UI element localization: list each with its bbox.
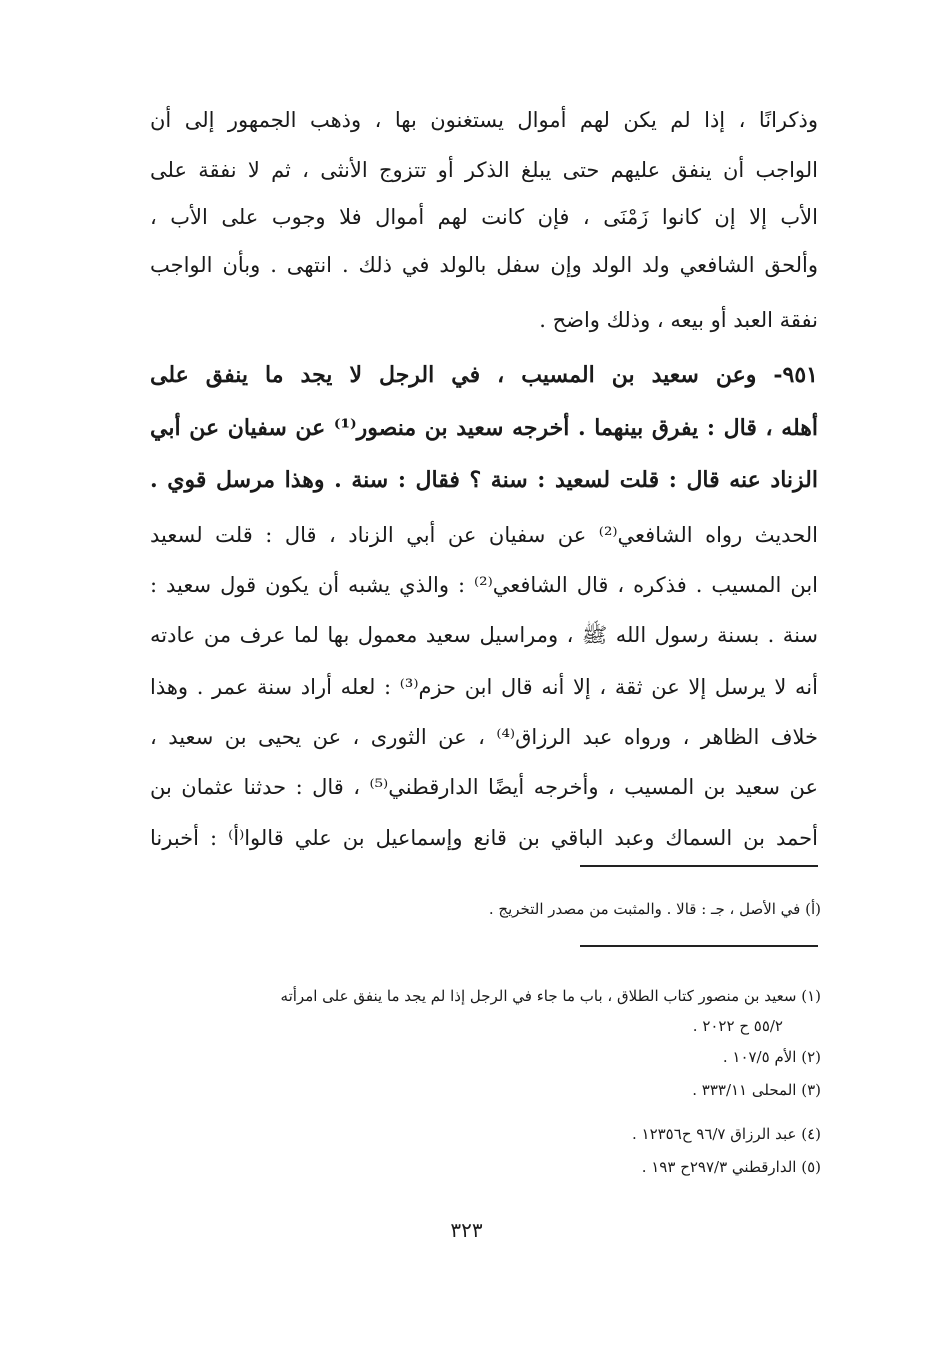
footnote: (٥) الدارقطني ٢٩٧/٣ح ١٩٣ . <box>641 1158 821 1176</box>
paragraph-2-line: خلاف الظاهر ، ورواه عبد الرزاق⁽⁴⁾ ، عن الثورى ، عن يحيى بن سعيد ، <box>150 725 818 749</box>
paragraph-1-line: الواجب أن ينفق عليهم حتى يبلغ الذكر أو تتزوج الأنثى ، ثم لا نفقة على <box>150 158 818 182</box>
paragraph-2-line: عن سعيد بن المسيب ، وأخرجه أيضًا الدارقطني⁽⁵⁾ ، قال : حدثنا عثمان بن <box>150 775 818 799</box>
footnote: (١) سعيد بن منصور كتاب الطلاق ، باب ما جاء في الرجل إذا لم يجد ما ينفق على امرأته <box>280 987 821 1005</box>
footnote-divider <box>580 865 818 867</box>
paragraph-1-line: الأب إلا إن كانوا زَمْنَى ، فإن كانت لهم أموال فلا وجوب على الأب ، <box>150 205 818 229</box>
variant-note: (أ) في الأصل ، جـ : قالا . والمثبت من مصدر التخريج . <box>488 900 821 918</box>
hadith-line: الزناد عنه قال : قلت لسعيد : سنة ؟ فقال : سنة . وهذا مرسل قوي . <box>150 467 818 493</box>
footnote: ٥٥/٢ ح ٢٠٢٢ . <box>692 1017 783 1035</box>
paragraph-2-line: سنة . بسنة رسول الله ﷺ ، ومراسيل سعيد معمول بها لما عرف من عادته <box>150 623 818 647</box>
page-number: ٣٢٣ <box>450 1218 483 1242</box>
hadith-line: ٩٥١- وعن سعيد بن المسيب ، في الرجل لا يجد ما ينفق على <box>150 362 818 388</box>
paragraph-2-line: ابن المسيب . فذكره ، قال الشافعي⁽²⁾ : والذي يشبه أن يكون قول سعيد : <box>150 573 818 597</box>
footnote: (٤) عبد الرزاق ٩٦/٧ ح١٢٣٥٦ . <box>631 1125 821 1143</box>
paragraph-2-line: الحديث رواه الشافعي⁽²⁾ عن سفيان عن أبي الزناد ، قال : قلت لسعيد <box>150 523 818 547</box>
hadith-line: أهله ، قال : يفرق بينهما . أخرجه سعيد بن منصور⁽¹⁾ عن سفيان عن أبي <box>150 415 818 441</box>
paragraph-2-line: أحمد بن السماك وعبد الباقي بن قانع وإسماعيل بن علي قالوا⁽أ⁾ : أخبرنا <box>150 826 818 850</box>
paragraph-2-line: أنه لا يرسل إلا عن ثقة ، إلا أنه قال ابن حزم⁽³⁾ : لعله أراد سنة عمر . وهذا <box>150 675 818 699</box>
footnote: (٣) المحلى ٣٣٣/١١ . <box>692 1081 821 1099</box>
paragraph-1-line: نفقة العبد أو بيعه ، وذلك واضح . <box>539 308 818 332</box>
paragraph-1-line: وذكرانًا ، إذا لم يكن لهم أموال يستغنون بها ، وذهب الجمهور إلى أن <box>150 108 818 132</box>
paragraph-1-line: وألحق الشافعي ولد الولد وإن سفل بالولد في ذلك . انتهى . وبأن الواجب <box>150 253 818 277</box>
footnote-divider <box>580 945 818 947</box>
footnote: (٢) الأم ١٠٧/٥ . <box>722 1048 821 1066</box>
